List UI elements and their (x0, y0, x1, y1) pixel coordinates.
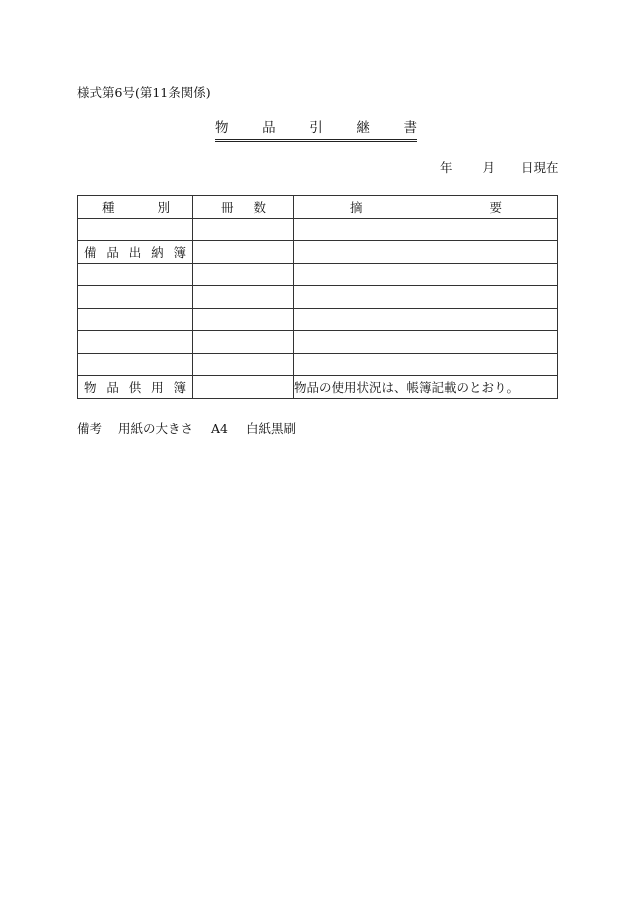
cell-kind (78, 353, 193, 376)
cell-count (193, 241, 294, 264)
cell-count (193, 331, 294, 354)
document-title (215, 120, 417, 142)
cell-summary (294, 308, 558, 331)
date-day-label: 日現在 (521, 160, 559, 175)
date-line (440, 158, 559, 176)
cell-summary (294, 353, 558, 376)
handover-table (77, 195, 558, 399)
table-row (78, 241, 558, 264)
date-year-label: 年 (440, 160, 453, 175)
cell-kind (78, 218, 193, 241)
header-summary (294, 196, 558, 219)
table-row (78, 286, 558, 309)
table-row (78, 263, 558, 286)
kind-char: 簿 (173, 244, 186, 260)
table-row (78, 308, 558, 331)
cell-kind (78, 241, 193, 264)
title-char: 継 (356, 120, 370, 136)
table-header-row (78, 196, 558, 219)
title-char: 品 (262, 120, 276, 136)
header-count (193, 196, 294, 219)
kind-char: 簿 (173, 379, 186, 395)
cell-kind (78, 376, 193, 399)
cell-summary: 物品の使用状況は、帳簿記載のとおり。 (294, 376, 558, 399)
kind-char: 物 (84, 379, 97, 395)
date-month-label: 月 (482, 160, 496, 175)
title-char: 引 (309, 120, 323, 136)
cell-kind (78, 286, 193, 309)
cell-kind (78, 331, 193, 354)
table-row (78, 331, 558, 354)
cell-count (193, 263, 294, 286)
cell-summary (294, 286, 558, 309)
cell-count (193, 353, 294, 376)
header-count-char: 冊 (221, 199, 234, 215)
kind-char: 品 (106, 244, 119, 260)
cell-summary (294, 331, 558, 354)
cell-count (193, 218, 294, 241)
header-kind-char: 種 (102, 199, 115, 215)
cell-kind (78, 263, 193, 286)
cell-kind (78, 308, 193, 331)
remarks-print: 白紙黒刷 (245, 421, 296, 436)
kind-char: 出 (128, 244, 142, 260)
cell-summary (294, 241, 558, 264)
cell-count (193, 376, 294, 399)
header-summary-char: 要 (489, 199, 502, 215)
kind-char: 備 (84, 244, 97, 260)
remarks-paper: 用紙の大きさ (118, 421, 194, 436)
header-summary-char: 摘 (350, 199, 363, 215)
kind-char: 納 (151, 244, 164, 260)
form-number: 様式第6号(第11条関係) (77, 85, 211, 100)
remarks-label: 備考 (77, 421, 103, 436)
kind-char: 供 (128, 379, 142, 395)
table-row (78, 353, 558, 376)
cell-summary (294, 218, 558, 241)
header-count-char: 数 (253, 199, 266, 215)
kind-char: 品 (106, 379, 119, 395)
cell-summary (294, 263, 558, 286)
remarks (77, 419, 296, 437)
remarks-size: A4 (211, 421, 228, 436)
title-char: 書 (403, 120, 417, 136)
title-char: 物 (215, 120, 229, 136)
cell-count (193, 286, 294, 309)
header-kind (78, 196, 193, 219)
header-kind-char: 別 (157, 199, 170, 215)
table-row (78, 218, 558, 241)
table-row (78, 376, 558, 399)
kind-char: 用 (151, 379, 164, 395)
cell-count (193, 308, 294, 331)
